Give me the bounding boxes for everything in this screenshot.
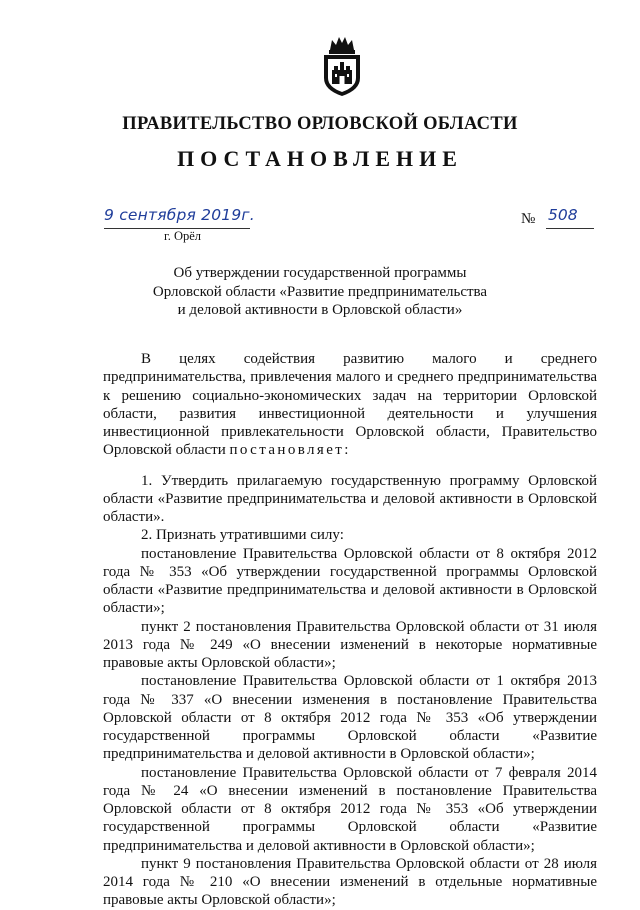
organization-title: ПРАВИТЕЛЬСТВО ОРЛОВСКОЙ ОБЛАСТИ [122, 114, 518, 134]
subject-line: и деловой активности в Орловской области» [177, 302, 463, 318]
number-label: № [521, 211, 536, 227]
repealed-act-paragraph: постановление Правительства Орловской области от 7 февраля 2014 года № 24 «О внесении изменений в постановление Правительства Орловской области от 8 октября 2012 года № 353 «Об утверждении государственной программы Орловской области «Развитие предпринимательства и деловой активности в Орловской области»; [103, 764, 597, 854]
repealed-act-paragraph: постановление Правительства Орловской области от 8 октября 2012 года № 353 «Об утверждении государственной программы Орловской области «Развитие предпринимательства и деловой активности в Орловской области»; [103, 545, 597, 617]
city-label: г. Орёл [164, 229, 202, 243]
repealed-act-paragraph: постановление Правительства Орловской области от 1 октября 2013 года № 337 «О внесении изменения в постановление Правительства Орловской области от 8 октября 2012 года № 353 «Об утверждении государственной программы Орловской области «Развитие предпринимательства и деловой активности в Орловской области»; [103, 673, 597, 763]
document-body [103, 350, 597, 910]
number-underline [546, 228, 594, 229]
repealed-act-paragraph: пункт 9 постановления Правительства Орловской области от 28 июля 2014 года № 210 «О внесении изменений в отдельные нормативные правовые акты Орловской области»; [103, 855, 597, 909]
intro-paragraph [103, 350, 597, 460]
document-subject [0, 264, 640, 320]
item-2-paragraph: 2. Признать утратившими силу: [141, 527, 344, 544]
subject-line: Об утверждении государственной программы [173, 265, 467, 281]
item-1-paragraph: 1. Утвердить прилагаемую государственную программу Орловской области «Развитие предпринимательства и деловой активности в Орловской области». [103, 472, 597, 525]
repealed-act-paragraph: пункт 2 постановления Правительства Орловской области от 31 июля 2013 года № 249 «О внесении изменений в некоторые нормативные правовые акты Орловской области»; [103, 618, 597, 671]
handwritten-date: 9 сентября 2019г. [104, 206, 255, 224]
document-type-title: ПОСТАНОВЛЕНИЕ [177, 146, 463, 171]
subject-line: Орловской области «Развитие предпринимательства [152, 283, 488, 300]
intro-text: В целях содействия развитию малого и среднего предпринимательства, привлечения малого и среднего предпринимательства к решению социально-экономических задач на территории Орловской области, развития инвестиционной деятельности и улучшения инвестиционной привлекательности Орловской области, Правительство Орловской области [103, 351, 597, 459]
intro-verb: постановляет: [229, 442, 351, 459]
coat-of-arms-icon [318, 36, 366, 98]
handwritten-number: 508 [548, 206, 578, 224]
